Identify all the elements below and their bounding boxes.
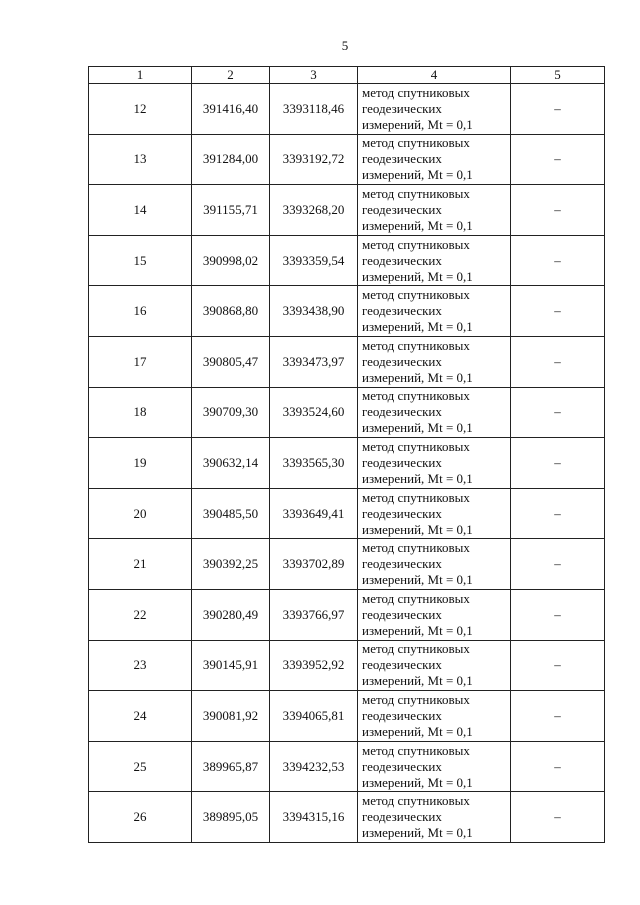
x-coordinate-cell: 390709,30	[192, 387, 270, 438]
table-row	[89, 336, 605, 387]
point-number-cell: 24	[89, 691, 192, 742]
note-cell: –	[511, 589, 605, 640]
note-cell: –	[511, 185, 605, 236]
method-cell	[358, 539, 511, 590]
method-line: метод спутниковых	[362, 135, 470, 151]
method-line: метод спутниковых	[362, 185, 470, 201]
note-cell: –	[511, 488, 605, 539]
point-number-cell: 23	[89, 640, 192, 691]
y-coordinate-cell: 3393952,92	[270, 640, 358, 691]
point-number-cell: 17	[89, 336, 192, 387]
method-line: измерений, Mt = 0,1	[362, 167, 473, 183]
x-coordinate-cell: 390081,92	[192, 691, 270, 742]
method-line: геодезических	[362, 151, 442, 167]
method-line: геодезических	[362, 454, 442, 470]
table-row	[89, 387, 605, 438]
point-number-cell: 18	[89, 387, 192, 438]
note-cell: –	[511, 792, 605, 843]
table-row	[89, 84, 605, 135]
method-line: геодезических	[362, 505, 442, 521]
y-coordinate-cell: 3393192,72	[270, 134, 358, 185]
method-line: измерений, Mt = 0,1	[362, 116, 473, 132]
y-coordinate-cell: 3393359,54	[270, 235, 358, 286]
method-cell	[358, 134, 511, 185]
method-line: измерений, Mt = 0,1	[362, 774, 473, 790]
table-row	[89, 589, 605, 640]
x-coordinate-cell: 391155,71	[192, 185, 270, 236]
method-line: метод спутниковых	[362, 84, 470, 100]
note-cell: –	[511, 691, 605, 742]
note-cell: –	[511, 387, 605, 438]
point-number-cell: 14	[89, 185, 192, 236]
x-coordinate-cell: 390485,50	[192, 488, 270, 539]
method-line: измерений, Mt = 0,1	[362, 470, 473, 486]
method-line: измерений, Mt = 0,1	[362, 825, 473, 841]
table-row	[89, 438, 605, 489]
method-line: геодезических	[362, 353, 442, 369]
note-cell: –	[511, 286, 605, 337]
point-number-cell: 20	[89, 488, 192, 539]
method-line: измерений, Mt = 0,1	[362, 622, 473, 638]
x-coordinate-cell: 390805,47	[192, 336, 270, 387]
point-number-cell: 25	[89, 741, 192, 792]
method-line: геодезических	[362, 201, 442, 217]
method-cell	[358, 640, 511, 691]
method-line: геодезических	[362, 657, 442, 673]
table-row	[89, 235, 605, 286]
table-row	[89, 185, 605, 236]
x-coordinate-cell: 391416,40	[192, 84, 270, 135]
method-cell	[358, 336, 511, 387]
note-cell: –	[511, 336, 605, 387]
x-coordinate-cell: 390632,14	[192, 438, 270, 489]
method-line: геодезических	[362, 606, 442, 622]
method-line: метод спутниковых	[362, 287, 470, 303]
method-line: метод спутниковых	[362, 540, 470, 556]
method-cell	[358, 792, 511, 843]
table-row	[89, 691, 605, 742]
method-line: измерений, Mt = 0,1	[362, 369, 473, 385]
method-line: метод спутниковых	[362, 691, 470, 707]
method-line: измерений, Mt = 0,1	[362, 521, 473, 537]
y-coordinate-cell: 3393766,97	[270, 589, 358, 640]
method-line: метод спутниковых	[362, 337, 470, 353]
table-row	[89, 134, 605, 185]
method-line: измерений, Mt = 0,1	[362, 420, 473, 436]
x-coordinate-cell: 389965,87	[192, 741, 270, 792]
method-cell	[358, 387, 511, 438]
x-coordinate-cell: 390998,02	[192, 235, 270, 286]
table-row	[89, 640, 605, 691]
x-coordinate-cell: 390392,25	[192, 539, 270, 590]
method-line: геодезических	[362, 809, 442, 825]
method-cell	[358, 741, 511, 792]
method-line: геодезических	[362, 707, 442, 723]
method-cell	[358, 438, 511, 489]
point-number-cell: 26	[89, 792, 192, 843]
y-coordinate-cell: 3393268,20	[270, 185, 358, 236]
column-header: 5	[511, 67, 605, 84]
point-number-cell: 16	[89, 286, 192, 337]
method-line: геодезических	[362, 252, 442, 268]
method-line: измерений, Mt = 0,1	[362, 319, 473, 335]
method-line: метод спутниковых	[362, 742, 470, 758]
method-cell	[358, 488, 511, 539]
method-line: геодезических	[362, 100, 442, 116]
table-header-row	[89, 67, 605, 84]
x-coordinate-cell: 390868,80	[192, 286, 270, 337]
column-header: 2	[192, 67, 270, 84]
point-number-cell: 13	[89, 134, 192, 185]
point-number-cell: 15	[89, 235, 192, 286]
coordinates-table	[88, 66, 605, 843]
method-cell	[358, 286, 511, 337]
y-coordinate-cell: 3394232,53	[270, 741, 358, 792]
column-header: 3	[270, 67, 358, 84]
method-line: метод спутниковых	[362, 236, 470, 252]
method-line: измерений, Mt = 0,1	[362, 673, 473, 689]
method-cell	[358, 235, 511, 286]
point-number-cell: 21	[89, 539, 192, 590]
y-coordinate-cell: 3393438,90	[270, 286, 358, 337]
table-row	[89, 286, 605, 337]
y-coordinate-cell: 3393565,30	[270, 438, 358, 489]
note-cell: –	[511, 640, 605, 691]
column-header: 4	[358, 67, 511, 84]
method-line: геодезических	[362, 556, 442, 572]
point-number-cell: 19	[89, 438, 192, 489]
method-line: геодезических	[362, 303, 442, 319]
method-line: геодезических	[362, 404, 442, 420]
method-line: измерений, Mt = 0,1	[362, 723, 473, 739]
table-row	[89, 488, 605, 539]
y-coordinate-cell: 3394315,16	[270, 792, 358, 843]
method-line: метод спутниковых	[362, 489, 470, 505]
note-cell: –	[511, 84, 605, 135]
note-cell: –	[511, 235, 605, 286]
point-number-cell: 12	[89, 84, 192, 135]
table-row	[89, 741, 605, 792]
method-line: метод спутниковых	[362, 388, 470, 404]
note-cell: –	[511, 438, 605, 489]
y-coordinate-cell: 3393473,97	[270, 336, 358, 387]
note-cell: –	[511, 539, 605, 590]
y-coordinate-cell: 3393702,89	[270, 539, 358, 590]
point-number-cell: 22	[89, 589, 192, 640]
x-coordinate-cell: 390280,49	[192, 589, 270, 640]
method-line: измерений, Mt = 0,1	[362, 572, 473, 588]
y-coordinate-cell: 3394065,81	[270, 691, 358, 742]
y-coordinate-cell: 3393649,41	[270, 488, 358, 539]
x-coordinate-cell: 389895,05	[192, 792, 270, 843]
x-coordinate-cell: 390145,91	[192, 640, 270, 691]
y-coordinate-cell: 3393118,46	[270, 84, 358, 135]
method-cell	[358, 691, 511, 742]
method-line: метод спутниковых	[362, 793, 470, 809]
method-line: метод спутниковых	[362, 438, 470, 454]
method-cell	[358, 589, 511, 640]
column-header: 1	[89, 67, 192, 84]
table-row	[89, 539, 605, 590]
y-coordinate-cell: 3393524,60	[270, 387, 358, 438]
method-line: метод спутниковых	[362, 641, 470, 657]
method-line: измерений, Mt = 0,1	[362, 268, 473, 284]
method-cell	[358, 185, 511, 236]
page-number: 5	[341, 38, 349, 53]
x-coordinate-cell: 391284,00	[192, 134, 270, 185]
note-cell: –	[511, 741, 605, 792]
method-line: измерений, Mt = 0,1	[362, 217, 473, 233]
note-cell: –	[511, 134, 605, 185]
method-line: метод спутниковых	[362, 590, 470, 606]
table-row	[89, 792, 605, 843]
method-cell	[358, 84, 511, 135]
method-line: геодезических	[362, 758, 442, 774]
